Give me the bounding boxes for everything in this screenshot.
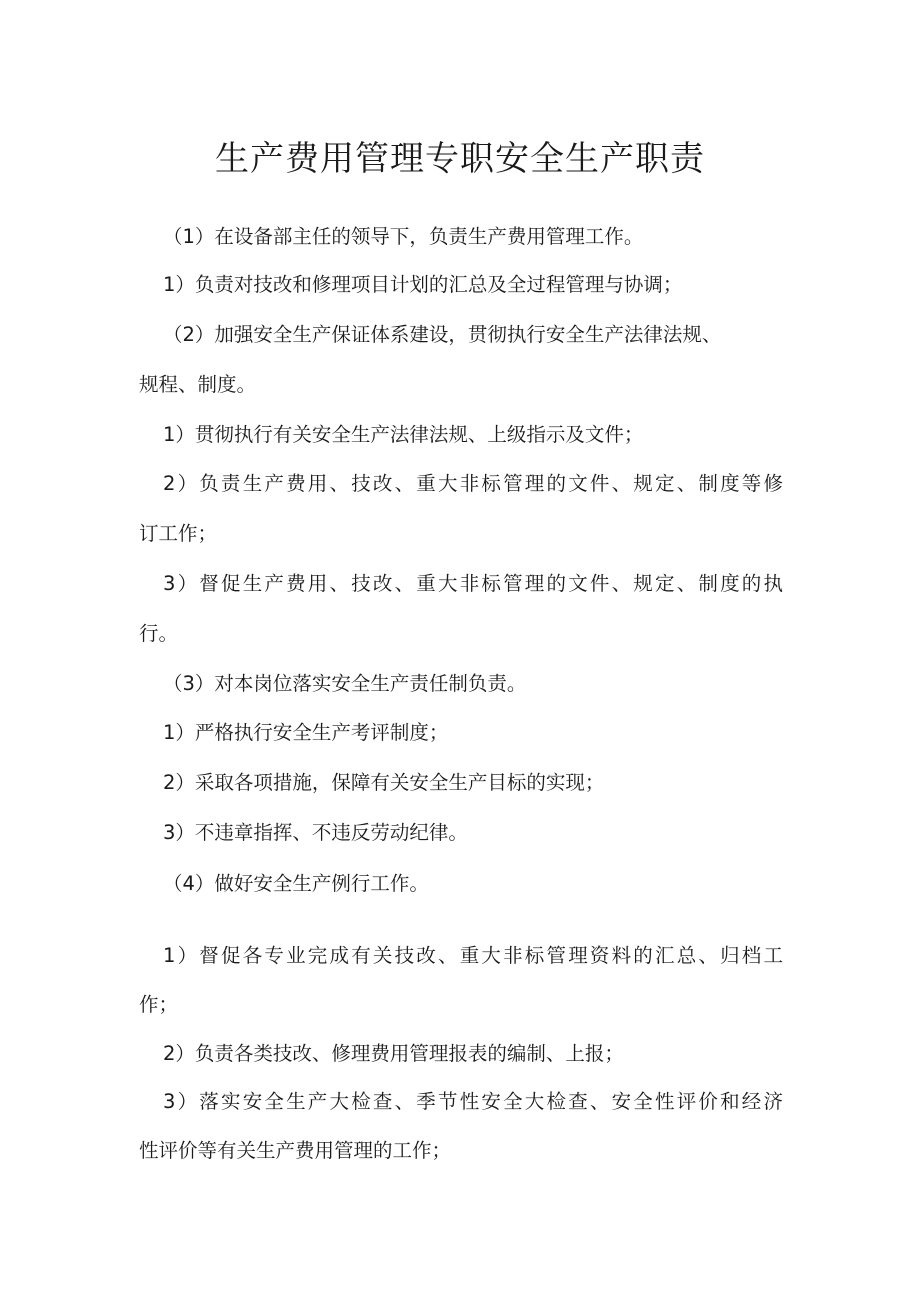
section-3-heading: （3）对本岗位落实安全生产责任制负责。 bbox=[163, 672, 527, 695]
section-2-item-2-line-2: 订工作； bbox=[139, 522, 218, 545]
section-4-item-1-line-1: 1）督促各专业完成有关技改、重大非标管理资料的汇总、归档工 bbox=[163, 944, 783, 967]
section-2-item-3-line-1: 3）督促生产费用、技改、重大非标管理的文件、规定、制度的执 bbox=[163, 572, 783, 595]
section-4-item-2: 2）负责各类技改、修理费用管理报表的编制、上报； bbox=[163, 1042, 624, 1065]
section-1-item-1: 1）负责对技改和修理项目计划的汇总及全过程管理与协调； bbox=[163, 273, 683, 296]
section-3-item-3: 3）不违章指挥、不违反劳动纪律。 bbox=[163, 821, 468, 844]
section-3-item-2: 2）采取各项措施，保障有关安全生产目标的实现； bbox=[163, 771, 605, 794]
section-2-item-1: 1）贯彻执行有关安全生产法律法规、上级指示及文件； bbox=[163, 423, 644, 446]
section-2-heading-line-2: 规程、制度。 bbox=[139, 373, 257, 396]
section-4-heading: （4）做好安全生产例行工作。 bbox=[163, 872, 429, 895]
section-2-item-3-line-2: 行。 bbox=[139, 622, 179, 645]
document-title: 生产费用管理专职安全生产职责 bbox=[215, 139, 705, 179]
section-2-heading-line-1: （2）加强安全生产保证体系建设，贯彻执行安全生产法律法规、 bbox=[163, 323, 722, 346]
section-4-item-1-line-2: 作； bbox=[139, 993, 179, 1016]
section-4-item-3-line-1: 3）落实安全生产大检查、季节性安全大检查、安全性评价和经济 bbox=[163, 1090, 783, 1113]
section-1-heading: （1）在设备部主任的领导下，负责生产费用管理工作。 bbox=[163, 225, 644, 248]
section-4-item-3-line-2: 性评价等有关生产费用管理的工作； bbox=[139, 1139, 452, 1162]
section-3-item-1: 1）严格执行安全生产考评制度； bbox=[163, 721, 449, 744]
section-2-item-2-line-1: 2）负责生产费用、技改、重大非标管理的文件、规定、制度等修 bbox=[163, 472, 783, 495]
